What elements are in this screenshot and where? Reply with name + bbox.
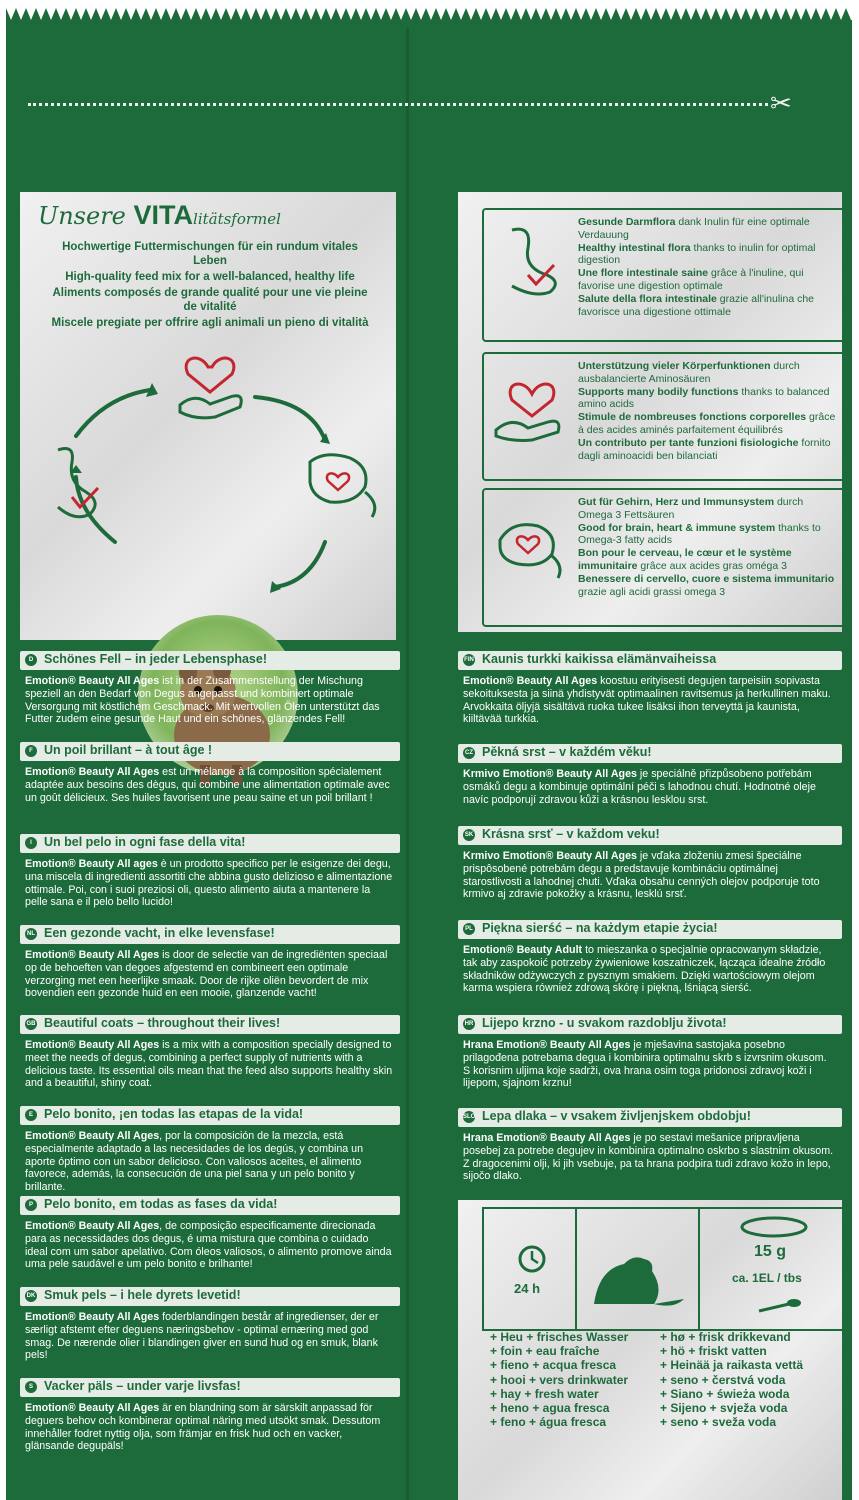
section-title: Piękna sierść – na każdym etapie życia! [482,921,718,935]
feeding-measure: ca. 1EL / tbs [732,1271,802,1285]
stomach-icon [492,220,570,300]
section-body-pl [463,944,835,995]
benefit-line-rest: dank Inulin für eine optimale Verdauung [578,216,810,241]
section-title: Beautiful coats – throughout their lives! [44,1016,281,1030]
section-title: Een gezonde vacht, in elke levensfase! [44,926,275,940]
benefit-line [578,216,840,242]
benefit-line-bold: Gut für Gehirn, Herz und Immunsystem [578,496,775,508]
tear-line [28,103,768,106]
product-name: Emotion® Beauty All Ages [25,1130,160,1142]
product-name: Emotion® Beauty All Ages [25,949,160,961]
language-code-badge: I [25,837,37,849]
benefit-line-rest: fornito dagli aminoacidi ben bilanciati [578,436,831,462]
benefit-line [578,360,840,386]
benefit-line-bold: Un contributo per tante funzioni fisiologiche [578,436,799,449]
section-text: è un prodotto specifico per le esigenze dei degu, una miscela di ingredienti assortiti che abbina gusto delizioso e alimentazione ottimale. Poi, con i suoi preziosi oli, questo alimento aiuta a mantenere la pelle sana e il pelo bello lucido! [25,858,393,909]
section-title: Pelo bonito, em todas as fases da vida! [44,1197,278,1211]
section-heading-nl [20,925,400,944]
section-title: Schönes Fell – in jeder Lebensphase! [44,652,267,666]
benefit-line-bold: Stimule de nombreuses fonctions corporelles [578,411,807,424]
language-code-badge: GB [25,1018,37,1030]
benefit-line-rest: grâce à l'inuline, qui favorise une digestion optimale [578,267,804,292]
section-title: Krásna srsť – v každom veku! [482,827,660,841]
benefit-line-rest: grâce aux acides gras oméga 3 [637,559,787,572]
zigzag-edge [6,0,852,20]
section-body-cz [463,768,835,806]
section-text: is a mix with a composition specially designed to meet the needs of degus, combining a perfect supply of nutrients with a delicious taste. Its essential oils mean that the feed also supports healthy skin and a beautiful, shiny coat. [25,1039,393,1090]
benefit-line [578,496,840,522]
benefit-line-rest: durch ausbalancierte Aminosäuren [578,360,800,385]
feeding-info-box [482,1207,846,1331]
feeding-list-item: + hay + fresh water [490,1386,599,1401]
tagline-fr: Aliments composés de grande qualité pour une vie pleine de vitalité [52,287,368,313]
benefit-line [578,573,840,599]
rodent-heart-icon [492,500,570,580]
language-code-badge: F [25,745,37,757]
benefit-line-bold: Bon pour le cerveau, le cœur et le système immunitaire [578,547,792,572]
benefit-line-rest: grazie all'inulina che favorisce una digestione ottimale [578,292,815,318]
benefit-box [482,488,846,627]
section-body-fin [463,675,835,726]
section-title: Pelo bonito, ¡en todas las etapas de la vida! [44,1107,304,1121]
section-text: koostuu erityisesti degujen tarpeisiin sopivasta sekoituksesta ja siinä yhdistyvät optimaalinen ravitsemus ja herkullinen maku. Arvokkaita öljyjä sisältävä ruoka tukee lisäksi ihon terveyttä ja kaunista, kiiltävää turkkia. [463,675,831,726]
degu-silhouette-icon [594,1257,684,1305]
bowl-icon [742,1218,806,1236]
section-body-d [25,675,393,726]
scissors-icon: ✂ [770,88,792,118]
feeding-list-item: + seno + sveža voda [660,1415,777,1430]
benefit-line [578,522,840,548]
vitality-formula-title: Unsere VITAlitätsformel [38,200,281,230]
section-text: is door de selectie van de ingrediënten speciaal op de behoeften van degoes afgestemd en combineert een optimale verzorging met een heerlijke smaak. Door de rijke oliën bevordert de mix bovendien een gezonde huid en een mooie, glanzende vacht! [25,949,388,1000]
feeding-list-item: + hø + frisk drikkevand [660,1330,791,1344]
language-code-badge: D [25,654,37,666]
feeding-list-item: + hö + friskt vatten [660,1344,767,1359]
tagline-en: High-quality feed mix for a well-balanced, healthy life [65,271,355,283]
section-text: foderblandingen består af ingredienser, der er særligt afstemt efter deguens næringsbehov - optimal ernæring med god smag. De nærende olier i blandingen giver en sund hud og en smuk, blank pels! [25,1311,379,1362]
benefit-line-rest: grazie agli acidi grassi omega 3 [578,585,726,598]
heart-hand-icon [492,364,570,444]
feeding-list-item: + foin + eau fraîche [490,1344,600,1359]
language-code-badge: SLO [463,1111,475,1123]
benefit-line-bold: Salute della flora intestinale [578,292,717,305]
tagline-de: Hochwertige Futtermischungen für ein rundum vitales Leben [62,241,358,267]
product-name: Emotion® Beauty All Ages [25,675,160,687]
feeding-time: 24 h [514,1281,541,1296]
feeding-list-item: + Sijeno + svježa voda [660,1401,788,1416]
benefit-line-bold: Gesunde Darmflora [578,216,676,228]
section-title: Lijepo krzno - u svakom razdoblju života! [482,1016,727,1030]
section-text: je vďaka zloženiu zmesi špeciálne prispôsobené potrebám degu a predstavuje kombináciu optimálnej starostlivosti a lahodnej chuti. Vďaka obsahu cenných olejov podporuje toto krmivo aj zdravie pokožky a krásnu, lesklú srsť. [463,850,820,901]
benefit-box [482,208,846,342]
benefit-line-bold: Une flore intestinale saine [578,267,709,280]
section-body-gb [25,1039,393,1090]
section-body-slo [463,1132,835,1183]
benefit-line [578,242,840,268]
package-back [6,0,852,1500]
section-body-i [25,858,393,909]
language-code-badge: NL [25,928,37,940]
section-heading-dk [20,1287,400,1306]
language-code-badge: SK [463,829,475,841]
language-code-badge: S [25,1381,37,1393]
section-text: , de composição especificamente direcionada para as necessidades dos degus, é uma mistura que combina o cuidado ideal com um sabor apelativo. Com óleos valiosos, o alimento promove ainda uma pele saudável e um pelo bonito e brilhante! [25,1220,392,1271]
language-code-badge: P [25,1199,37,1211]
benefit-line-rest: durch Omega 3 Fettsäuren [578,496,804,521]
section-body-hr [463,1039,835,1090]
center-seam [406,28,409,1500]
benefit-text [578,496,840,598]
section-body-s [25,1402,393,1453]
section-body-e [25,1130,393,1194]
feeding-list-right [660,1330,803,1429]
section-body-nl [25,949,393,1000]
section-text: je mješavina sastojaka posebno prilagođena potrebama degua i kombinira optimalnu skrb s izvrsnim okusom. S korisnim uljima koje sadrži, ova hrana osim toga pridonosi zdravoj koži i lijepom, sjajnom krznu! [463,1039,827,1090]
product-name: Krmivo Emotion® Beauty All Ages [463,850,637,862]
product-name: Emotion® Beauty All ages [25,858,158,870]
section-text: je po sestavi mešanice pripravljena posebej za potrebe deguјev in kombinira optimalno oskrbo s slastnim okusom. Z dragocenimi olji, ki jih vsebuje, pa ta hrana podpira tudi zdravo kožo in lepo, sijočo dlako. [463,1132,834,1183]
feeding-list-item: + Siano + świeża woda [660,1386,790,1401]
section-heading-fin [458,651,842,670]
section-title: Smuk pels – i hele dyrets levetid! [44,1288,241,1302]
benefit-line-bold: Unterstützung vieler Körperfunktionen [578,360,771,372]
section-body-f [25,766,393,804]
section-title: Pěkná srst – v každém věku! [482,745,652,759]
section-heading-f [20,742,400,761]
language-code-badge: CZ [463,747,475,759]
feeding-list-item: + fieno + acqua fresca [490,1358,617,1373]
feeding-list-item: + Heinää ja raikasta vettä [660,1358,804,1373]
section-text: est un mélange à la composition spécialement adaptée aux besoins des dègus, qui combine une alimentation optimale avec un goût délicieux. Ses huiles favorisent une peau saine et un poil brillant ! [25,766,390,804]
language-code-badge: PL [463,923,475,935]
product-name: Krmivo Emotion® Beauty All Ages [463,768,637,780]
language-code-badge: E [25,1109,37,1121]
section-body-sk [463,850,835,901]
section-title: Un poil brillant – à tout âge ! [44,743,213,757]
benefit-line-rest: thanks to balanced amino acids [578,385,830,411]
product-name: Hrana Emotion® Beauty All Ages [463,1132,631,1144]
benefit-line [578,437,840,463]
benefit-line-bold: Good for brain, heart & immune system [578,521,776,534]
language-code-badge: DK [25,1290,37,1302]
benefit-text [578,216,840,318]
feeding-list-item: + seno + čerstvá voda [660,1372,786,1387]
benefit-line [578,547,840,573]
product-name: Emotion® Beauty Adult [463,944,583,956]
feeding-list-item: + hooi + vers drinkwater [490,1372,629,1387]
benefit-line [578,386,840,412]
product-name: Emotion® Beauty All Ages [25,766,160,778]
section-title: Un bel pelo in ogni fase della vita! [44,835,246,849]
benefit-box [482,352,846,481]
product-name: Emotion® Beauty All Ages [25,1311,160,1323]
product-name: Emotion® Beauty All Ages [25,1220,160,1232]
benefit-line-rest: thanks to Omega-3 fatty acids [578,521,821,547]
section-title: Lepa dlaka – v vsakem življenjskem obdobju! [482,1109,751,1123]
section-text: je speciálně přizpůsobeno potřebám osmáků degu a kombinuje optimální péči s lahodnou chutí. Hodnotné oleje navíc podporují zdravou kůži a krásnou lesklou srst. [463,768,816,806]
section-text: , por la composición de la mezcla, está especialmente adaptado a las necesidades de los degús, y combina un aporte óptimo con un sabor delicioso. Con valiosos aceites, el alimento favorece, además, la consecución de una piel sana y un pelo bonito y brillante. [25,1130,364,1194]
tagline-it: Miscele pregiate per offrire agli animali un pieno di vitalità [51,317,369,329]
section-heading-i [20,834,400,853]
product-name: Hrana Emotion® Beauty All Ages [463,1039,631,1051]
section-heading-cz [458,744,842,763]
section-text: to mieszanka o specjalnie opracowanym składzie, tak aby zaspokoić potrzeby żywieniowe koszatniczek, łącząca idealne źródło składników odżywczych z pysznym smakiem. Dzięki wartościowym olejom karma wspiera również zdrową skórę i piękną, lśniącą sierść. [463,944,826,995]
section-heading-gb [20,1015,400,1034]
benefit-line-bold: Supports many bodily functions [578,385,739,398]
benefit-line-bold: Healthy intestinal flora [578,241,691,254]
benefit-line-bold: Benessere di cervello, cuore e sistema immunitario [578,572,835,585]
section-heading-s [20,1378,400,1397]
feeding-list-left [490,1330,628,1429]
benefit-line [578,267,840,293]
section-title: Vacker päls – under varje livsfas! [44,1379,241,1393]
section-title: Kaunis turkki kaikissa elämänvaiheissa [482,652,717,666]
section-heading-p [20,1196,400,1215]
benefit-text [578,360,840,462]
language-code-badge: FIN [463,654,475,666]
section-text: är en blandning som är särskilt anpassad för deguers behov och kombinerar optimal näring med utsökt smak. Dessutom innehåller fodret nyttig olja, som främjar en frisk hud och en vacker, glänsande degupäls! [25,1402,381,1453]
spoon-icon [759,1304,789,1311]
section-heading-e [20,1106,400,1125]
section-heading-d [20,651,400,670]
section-heading-pl [458,920,842,939]
section-heading-hr [458,1015,842,1034]
feeding-list-item: + Heu + frisches Wasser [490,1330,629,1344]
section-body-dk [25,1311,393,1362]
heart-icon [186,358,234,392]
feeding-list-item: + heno + agua fresca [490,1401,610,1416]
benefit-line [578,293,840,319]
benefit-line-rest: thanks to inulin for optimal digestion [578,241,816,267]
benefit-line-rest: grâce à des acides aminés parfaitement équilibrés [578,411,836,436]
section-heading-slo [458,1108,842,1127]
stomach-icon [58,449,95,517]
section-body-p [25,1220,393,1271]
product-name: Emotion® Beauty All Ages [25,1402,160,1414]
section-text: ist in der Zusammenstellung der Mischung speziell an den Bedarf von Degus angepasst und kombiniert optimale Versorgung mit köstlichem Geschmack. Mit wertvollen Ölen unterstützt das Futter zudem eine gesunde Haut und ein schönes, glänzendes Fell! [25,675,380,726]
product-name: Emotion® Beauty All Ages [25,1039,160,1051]
product-name: Emotion® Beauty All Ages [463,675,598,687]
benefit-line [578,411,840,437]
language-code-badge: HR [463,1018,475,1030]
feeding-list-item: + feno + água fresca [490,1415,607,1430]
feeding-amount: 15 g [754,1243,787,1260]
section-heading-sk [458,826,842,845]
header-taglines [50,240,370,332]
